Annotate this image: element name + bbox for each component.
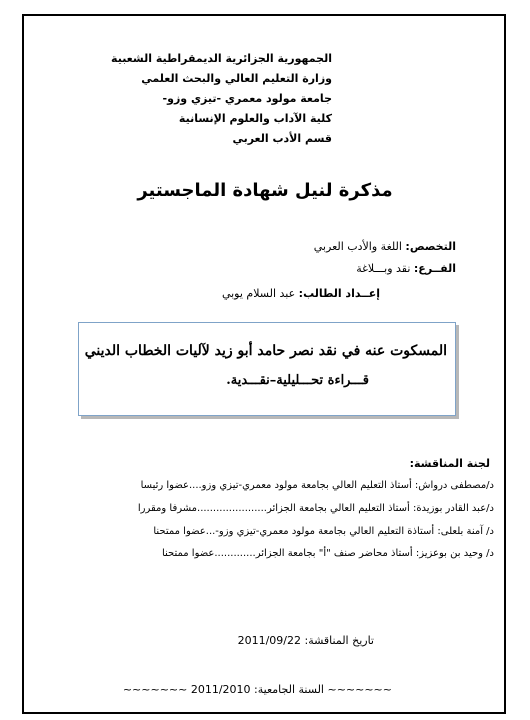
branch-field <box>356 262 456 275</box>
page-title: مذكرة لنيل شهادة الماجستير <box>137 180 393 201</box>
student-field <box>222 287 380 300</box>
branch-value: نقد وبـــلاغة <box>356 262 411 275</box>
committee-member: د/ آمنة بلعلى: أستاذة التعليم العالي بجامعة مولود معمري-تيزي وزو-...عضوا ممتحنا <box>153 526 494 537</box>
specialty-label: التخصص: <box>405 240 456 253</box>
committee-member: د/ وحيد بن بوعزيز: أستاذ محاضر صنف "أ" بجامعة الجزائر.............عضوا ممتحنا <box>161 548 494 559</box>
thesis-title: المسكوت عنه في نقد نصر حامد أبو زيد لآليات الخطاب الديني <box>84 343 447 359</box>
specialty-field <box>314 240 456 253</box>
student-label: إعــداد الطالب: <box>298 287 380 300</box>
header-ministry: وزارة التعليم العالي والبحث العلمي <box>141 72 332 85</box>
thesis-subtitle: قـــراءة تحـــليلية–نقـــدية. <box>226 373 369 388</box>
header-faculty: كلية الآداب والعلوم الإنسانية <box>178 112 332 125</box>
committee-heading: لجنة المناقشة: <box>409 457 490 470</box>
student-value: عبد السلام يوبي <box>221 287 296 300</box>
branch-label: الفــرع: <box>413 262 456 275</box>
header-department: قسم الأدب العربي <box>232 132 332 145</box>
academic-year: ~~~~~~~ السنة الجامعية: 2011/2010 ~~~~~~~ <box>122 683 392 696</box>
committee-member: د/عبد القادر بوزيدة: أستاذ التعليم العالي بجامعة الجزائر......................مشرفا ومقررا <box>137 503 494 514</box>
header-university: جامعة مولود معمري -تيزي وزو- <box>162 92 332 105</box>
discussion-date: تاريخ المناقشة: 2011/09/22 <box>237 634 374 647</box>
specialty-value: اللغة والأدب العربي <box>313 240 402 253</box>
header-republic: الجمهورية الجزائرية الديمقراطية الشعبية <box>111 52 332 65</box>
thesis-title-box <box>78 322 456 416</box>
committee-member: د/مصطفى درواش: أستاذ التعليم العالي بجامعة مولود معمري-تيزي وزو....عضوا رئيسا <box>140 480 494 491</box>
